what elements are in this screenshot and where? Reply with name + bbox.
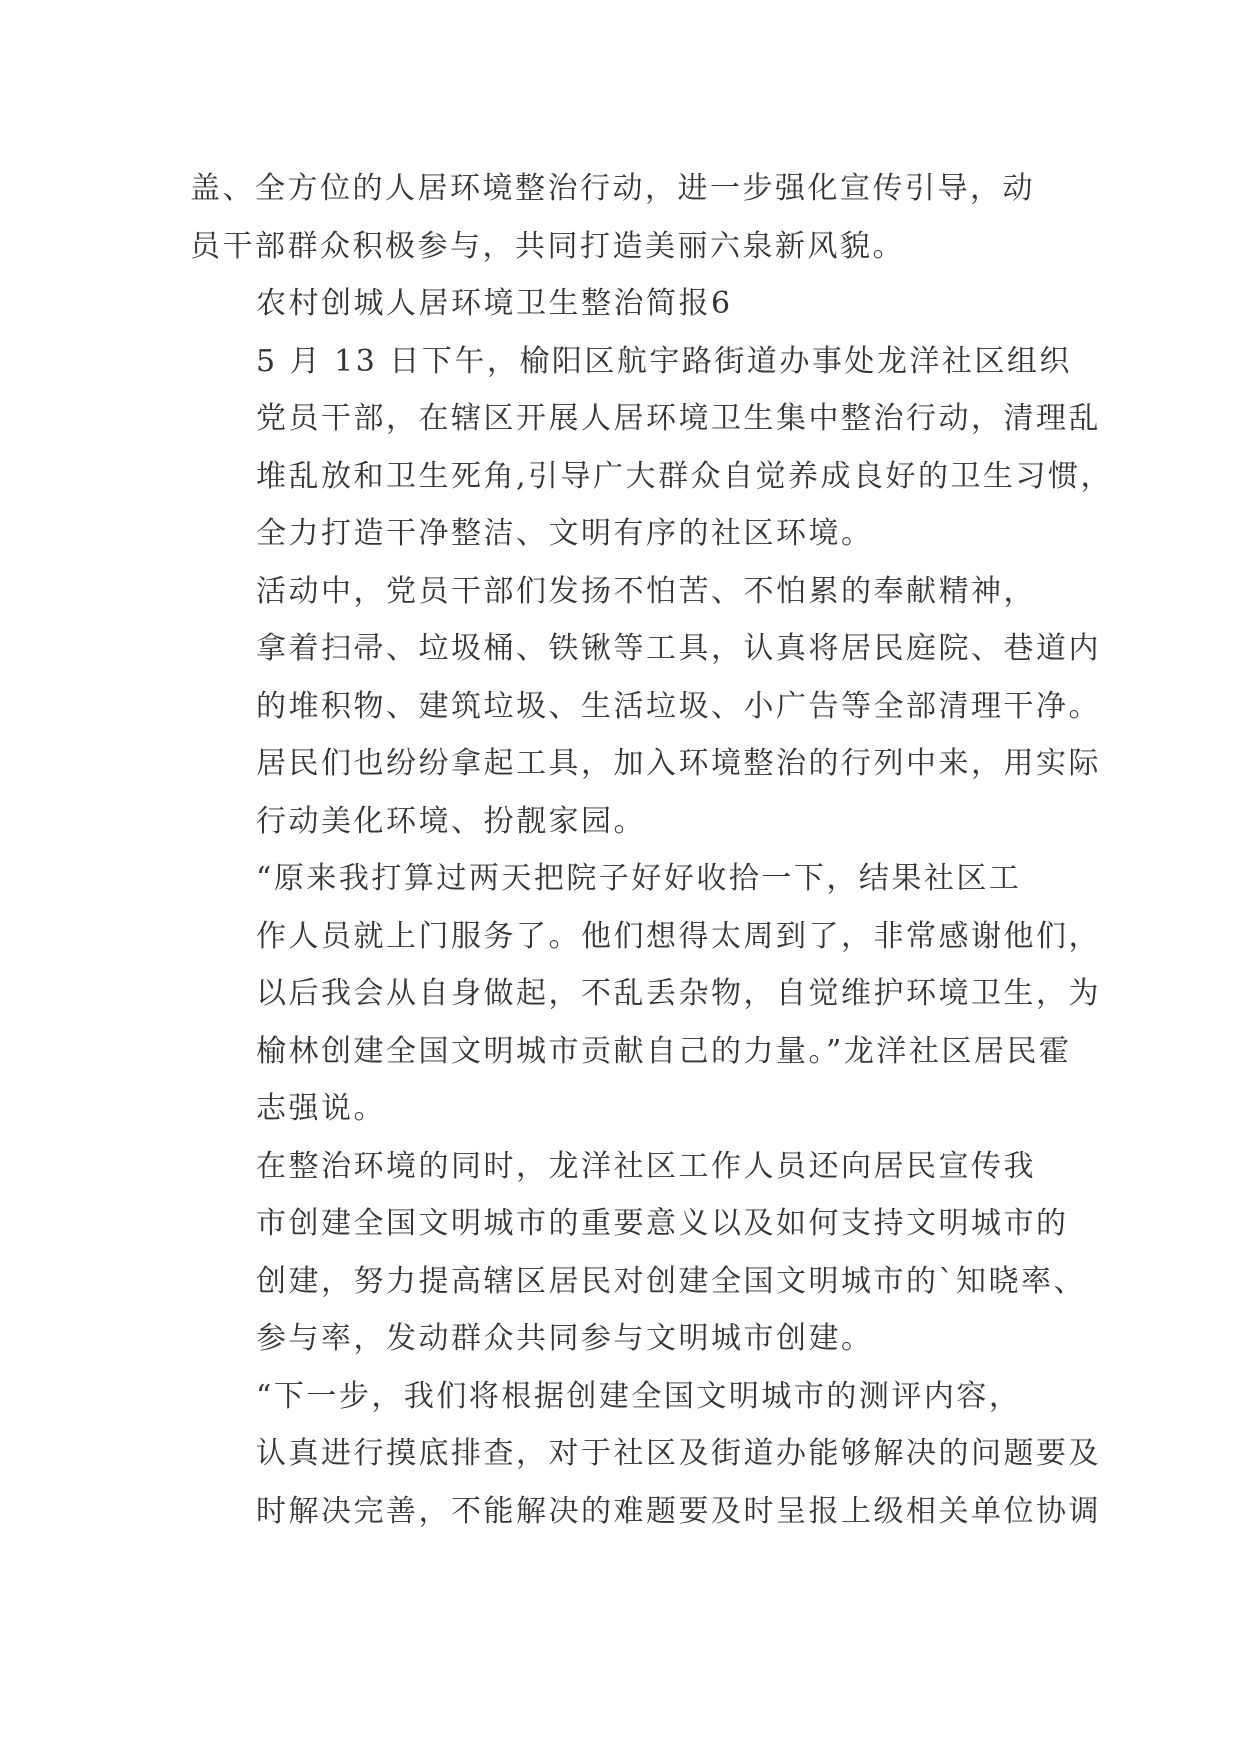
paragraph-intro-continuation: [190, 160, 1050, 275]
text-line: 员干部群众积极参与，共同打造美丽六泉新风貌。: [190, 228, 905, 264]
text-line: 堆乱放和卫生死角,引导广大群众自觉养成良好的卫生习惯，: [256, 458, 1114, 494]
text-line: 党员干部，在辖区开展人居环境卫生集中整治行动，清理乱: [256, 401, 1101, 436]
text-line: 认真进行摸底排查，对于社区及街道办能够解决的问题要及: [256, 1436, 1101, 1471]
text-line: 参与率，发动群众共同参与文明城市创建。: [256, 1321, 874, 1356]
text-line: 5 月 13 日下午，榆阳区航宇路街道办事处龙洋社区组织: [256, 343, 1072, 379]
text-line: “下一步，我们将根据创建全国文明城市的测评内容，: [256, 1378, 1022, 1414]
text-line: 榆林创建全国文明城市贡献自己的力量。”龙洋社区居民霍: [256, 1033, 1072, 1069]
text-line: 的堆积物、建筑垃圾、生活垃圾、小广告等全部清理干净。: [256, 688, 1101, 724]
text-line: 在整治环境的同时，龙洋社区工作人员还向居民宣传我: [256, 1148, 1036, 1184]
text-line: 时解决完善，不能解决的难题要及时呈报上级相关单位协调: [256, 1493, 1101, 1529]
paragraph-next-steps: [190, 1368, 1101, 1541]
text-line: 作人员就上门服务了。他们想得太周到了，非常感谢他们，: [256, 918, 1101, 954]
text-line: 以后我会从自身做起，不乱丢杂物，自觉维护环境卫生，为: [256, 976, 1101, 1011]
text-line: 居民们也纷纷拿起工具，加入环境整治的行列中来，用实际: [256, 746, 1101, 781]
text-line: 活动中，党员干部们发扬不怕苦、不怕累的奉献精神，: [256, 573, 1036, 609]
heading-text: 农村创城人居环境卫生整治简报6: [256, 286, 733, 321]
text-line: 盖、全方位的人居环境整治行动，进一步强化宣传引导，动: [190, 171, 1035, 206]
paragraph-activity: [190, 563, 1101, 851]
text-line: 市创建全国文明城市的重要意义以及如何支持文明城市的: [256, 1206, 1069, 1241]
paragraph-publicity: [190, 1138, 1086, 1368]
text-line: 创建，努力提高辖区居民对创建全国文明城市的`知晓率、: [256, 1263, 1086, 1299]
text-line: “原来我打算过两天把院子好好收拾一下，结果社区工: [256, 861, 1022, 896]
section-heading: [190, 275, 1050, 333]
text-line: 拿着扫帚、垃圾桶、铁锹等工具，认真将居民庭院、巷道内: [256, 631, 1101, 666]
text-line: 行动美化环境、扮靓家园。: [256, 803, 646, 839]
text-line: 全力打造干净整洁、文明有序的社区环境。: [256, 516, 874, 551]
paragraph-event-summary: [190, 333, 1114, 563]
paragraph-resident-quote: [190, 850, 1101, 1138]
document-body: [190, 160, 1114, 1540]
text-line: 志强说。: [256, 1091, 386, 1126]
